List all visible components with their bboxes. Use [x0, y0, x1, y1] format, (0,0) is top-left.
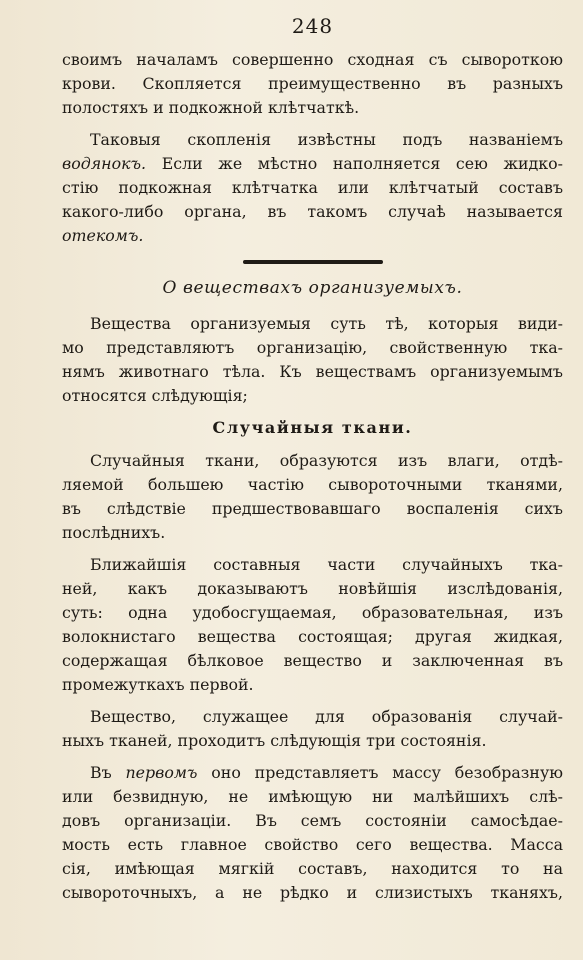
text-line: промежуткахъ первой.: [62, 675, 254, 694]
text-line: Ближайшія составныя части случайныхъ тка-: [90, 555, 563, 574]
page-number: 248: [291, 14, 334, 38]
paragraph-4: [62, 449, 563, 545]
text-line: [62, 224, 563, 248]
divider-bar: [243, 260, 383, 264]
paragraph-2: [62, 128, 563, 248]
text-line: [62, 152, 563, 176]
text-span: Если же мѣстно наполняется сею жидко-: [146, 154, 563, 173]
text-line: Вещество, служащее для образованія случай-: [90, 707, 563, 726]
text-line: полостяхъ и подкожной клѣтчаткѣ.: [62, 98, 360, 117]
italic-term: водянокъ.: [62, 154, 147, 173]
text-line: относятся слѣдующія;: [62, 386, 248, 405]
paragraph-7: [62, 761, 563, 905]
text-line: [62, 761, 563, 785]
italic-term: первомъ: [125, 763, 198, 782]
text-line: въ слѣдствіе предшествовавшаго воспаленія сихъ: [62, 499, 563, 518]
text-line: ней, какъ доказываютъ новѣйшія изслѣдованія,: [62, 579, 563, 598]
section-heading: О веществахъ организуемыхъ.: [162, 278, 463, 298]
subsection-heading: Случайныя ткани.: [212, 418, 413, 437]
text-line: довъ организаціи. Въ семъ состояніи самосѣдае-: [62, 811, 563, 830]
text-span: Въ: [90, 763, 126, 782]
text-line: ныхъ тканей, проходитъ слѣдующія три состоянія.: [62, 731, 487, 750]
text-line: своимъ началамъ совершенно сходная съ сывороткою: [62, 50, 563, 69]
text-line: стію подкожная клѣтчатка или клѣтчатый составъ: [62, 178, 563, 197]
text-line: сія, имѣющая мягкій составъ, находится то на: [62, 859, 563, 878]
text-line: содержащая бѣлковое вещество и заключенная въ: [62, 651, 563, 670]
text-line: суть: одна удобосгущаемая, образовательная, изъ: [62, 603, 563, 622]
text-line: мо представляютъ организацію, свойственную тка-: [62, 338, 563, 357]
text-line: нямъ животнаго тѣла. Къ веществамъ организуемымъ: [62, 362, 563, 381]
text-line: мость есть главное свойство сего вещества. Масса: [62, 835, 563, 854]
text-span: оно представляетъ массу безобразную: [197, 763, 563, 782]
paragraph-5: [62, 553, 563, 697]
text-line: Вещества организуемыя суть тѣ, которыя види-: [90, 314, 563, 333]
italic-term: отекомъ.: [62, 226, 144, 245]
paragraph-3: [62, 312, 563, 408]
text-line: сывороточныхъ, а не рѣдко и слизистыхъ тканяхъ,: [62, 883, 563, 902]
text-line: или безвидную, не имѣющую ни малѣйшихъ слѣ-: [62, 787, 563, 806]
paragraph-1: [62, 48, 563, 120]
text-line: ляемой большею частію сывороточными тканями,: [62, 475, 563, 494]
text-line: послѣднихъ.: [62, 523, 166, 542]
text-line: крови. Скопляется преимущественно въ разныхъ: [62, 74, 563, 93]
section-divider: [62, 260, 563, 264]
paragraph-6: [62, 705, 563, 753]
text-line: какого-либо органа, въ такомъ случаѣ называется: [62, 202, 563, 221]
text-line: Случайныя ткани, образуются изъ влаги, отдѣ-: [90, 451, 563, 470]
text-line: Таковыя скопленія извѣстны подъ названіемъ: [90, 130, 563, 149]
text-line: волокнистаго вещества состоящая; другая жидкая,: [62, 627, 563, 646]
